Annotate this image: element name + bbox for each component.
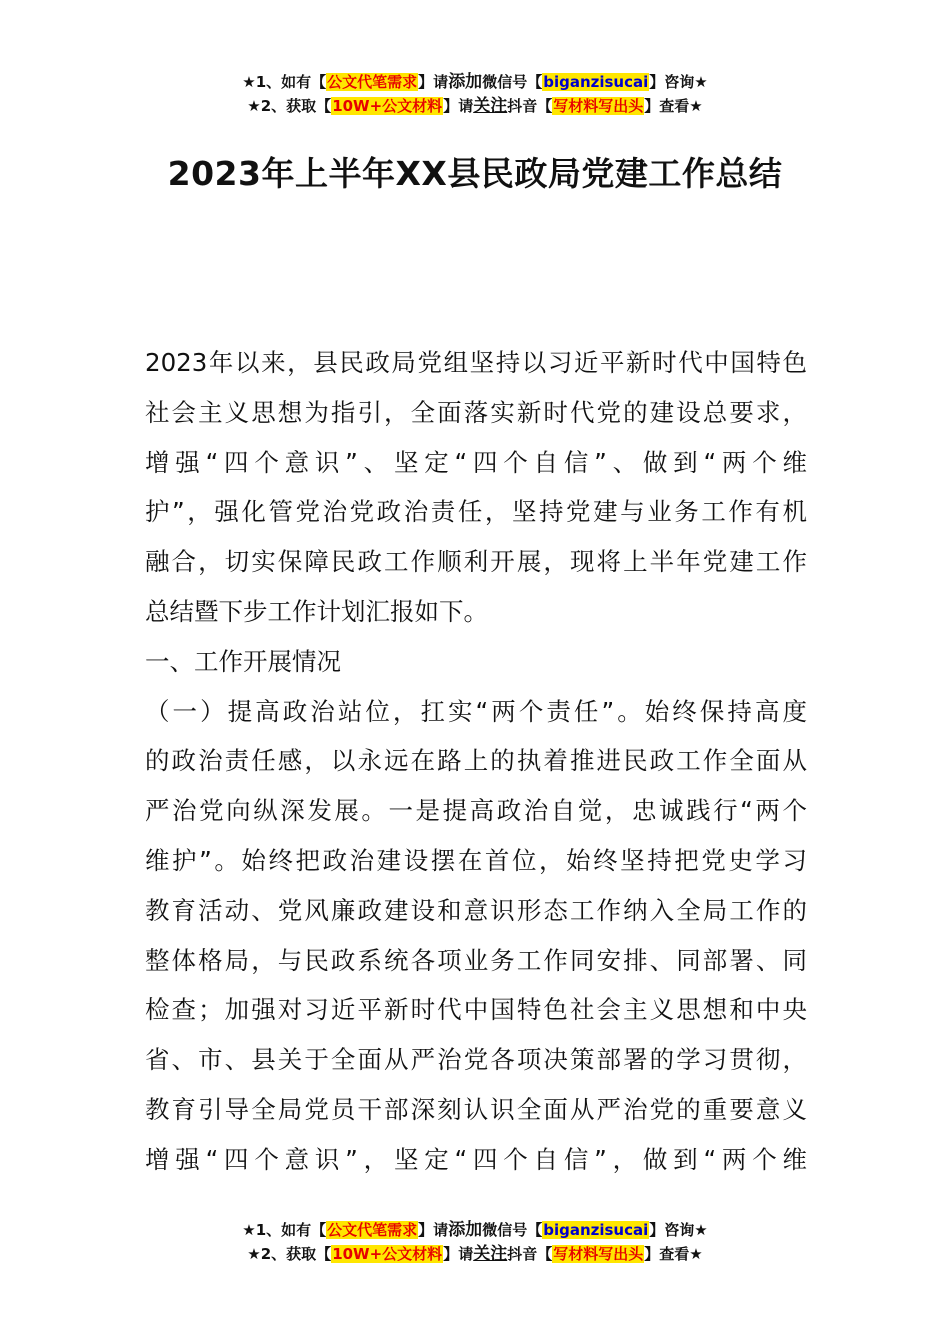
banner-line-1: [0, 70, 950, 94]
body-line: （一）提高政治站位，扛实“两个责任”。始终保持高度: [145, 696, 807, 726]
bottom-banner: [0, 1218, 950, 1266]
body-line: 检查；加强对习近平新时代中国特色社会主义思想和中央: [145, 995, 807, 1025]
banner-text: 】咨询★: [649, 1221, 708, 1239]
body-line: 社会主义思想为指引，全面落实新时代党的建设总要求，: [145, 397, 807, 427]
highlight-wechat-id: biganzisucai: [543, 1221, 649, 1239]
top-banner: [0, 70, 950, 118]
body-line: 严治党向纵深发展。一是提高政治自觉，忠诚践行“两个: [145, 796, 807, 826]
highlight-wechat-id: biganzisucai: [543, 73, 649, 91]
banner-text: 】查看★: [644, 1245, 703, 1263]
body-line: 增强“四个意识”、坚定“四个自信”、做到“两个维: [145, 447, 807, 477]
banner-text: ★2、获取【: [247, 97, 332, 115]
highlight-service: 公文代笔需求: [327, 1221, 418, 1239]
emphasis-text: 关注: [473, 1244, 508, 1264]
highlight-service: 公文代笔需求: [327, 73, 418, 91]
banner-line-2: [0, 94, 950, 118]
emphasis-text: 添加: [448, 72, 483, 92]
banner-text: 】请: [418, 73, 449, 91]
banner-text: ★1、如有【: [242, 1221, 327, 1239]
banner-text: 抖音【: [507, 97, 553, 115]
body-line: 护”，强化管党治党政治责任，坚持党建与业务工作有机: [145, 497, 807, 527]
banner-text: 】请: [418, 1221, 449, 1239]
banner-line-1: [0, 1218, 950, 1242]
banner-text: ★1、如有【: [242, 73, 327, 91]
body-line: 维护”。始终把政治建设摆在首位，始终坚持把党史学习: [145, 845, 807, 875]
banner-text: 】查看★: [644, 97, 703, 115]
highlight-douyin-id: 写材料写出头: [553, 1245, 644, 1263]
banner-line-2: [0, 1242, 950, 1266]
banner-text: 】请: [443, 1245, 474, 1263]
emphasis-text: 关注: [473, 96, 508, 116]
body-line: 整体格局，与民政系统各项业务工作同安排、同部署、同: [145, 945, 807, 975]
banner-text: 微信号【: [482, 73, 543, 91]
body-line: 的政治责任感，以永远在路上的执着推进民政工作全面从: [145, 746, 807, 776]
body-line: 2023年以来，县民政局党组坚持以习近平新时代中国特色: [145, 348, 807, 377]
banner-text: 】咨询★: [649, 73, 708, 91]
document-title: 2023年上半年XX县民政局党建工作总结: [167, 154, 783, 193]
body-line: 省、市、县关于全面从严治党各项决策部署的学习贯彻，: [145, 1045, 807, 1075]
banner-text: ★2、获取【: [247, 1245, 332, 1263]
highlight-materials: 10W+公文材料: [332, 1245, 443, 1263]
section-heading: 一、工作开展情况: [145, 646, 341, 676]
document-body: [145, 338, 807, 1185]
body-line: 融合，切实保障民政工作顺利开展，现将上半年党建工作: [145, 547, 807, 577]
body-line: 教育活动、党风廉政建设和意识形态工作纳入全局工作的: [145, 895, 807, 925]
banner-text: 微信号【: [482, 1221, 543, 1239]
body-line: 教育引导全局党员干部深刻认识全面从严治党的重要意义: [145, 1094, 807, 1124]
highlight-materials: 10W+公文材料: [332, 97, 443, 115]
highlight-douyin-id: 写材料写出头: [553, 97, 644, 115]
body-line: 总结暨下步工作计划汇报如下。: [145, 596, 488, 626]
emphasis-text: 添加: [448, 1220, 483, 1240]
body-line: 增强“四个意识”，坚定“四个自信”，做到“两个维: [145, 1144, 807, 1174]
banner-text: 抖音【: [507, 1245, 553, 1263]
banner-text: 】请: [443, 97, 474, 115]
